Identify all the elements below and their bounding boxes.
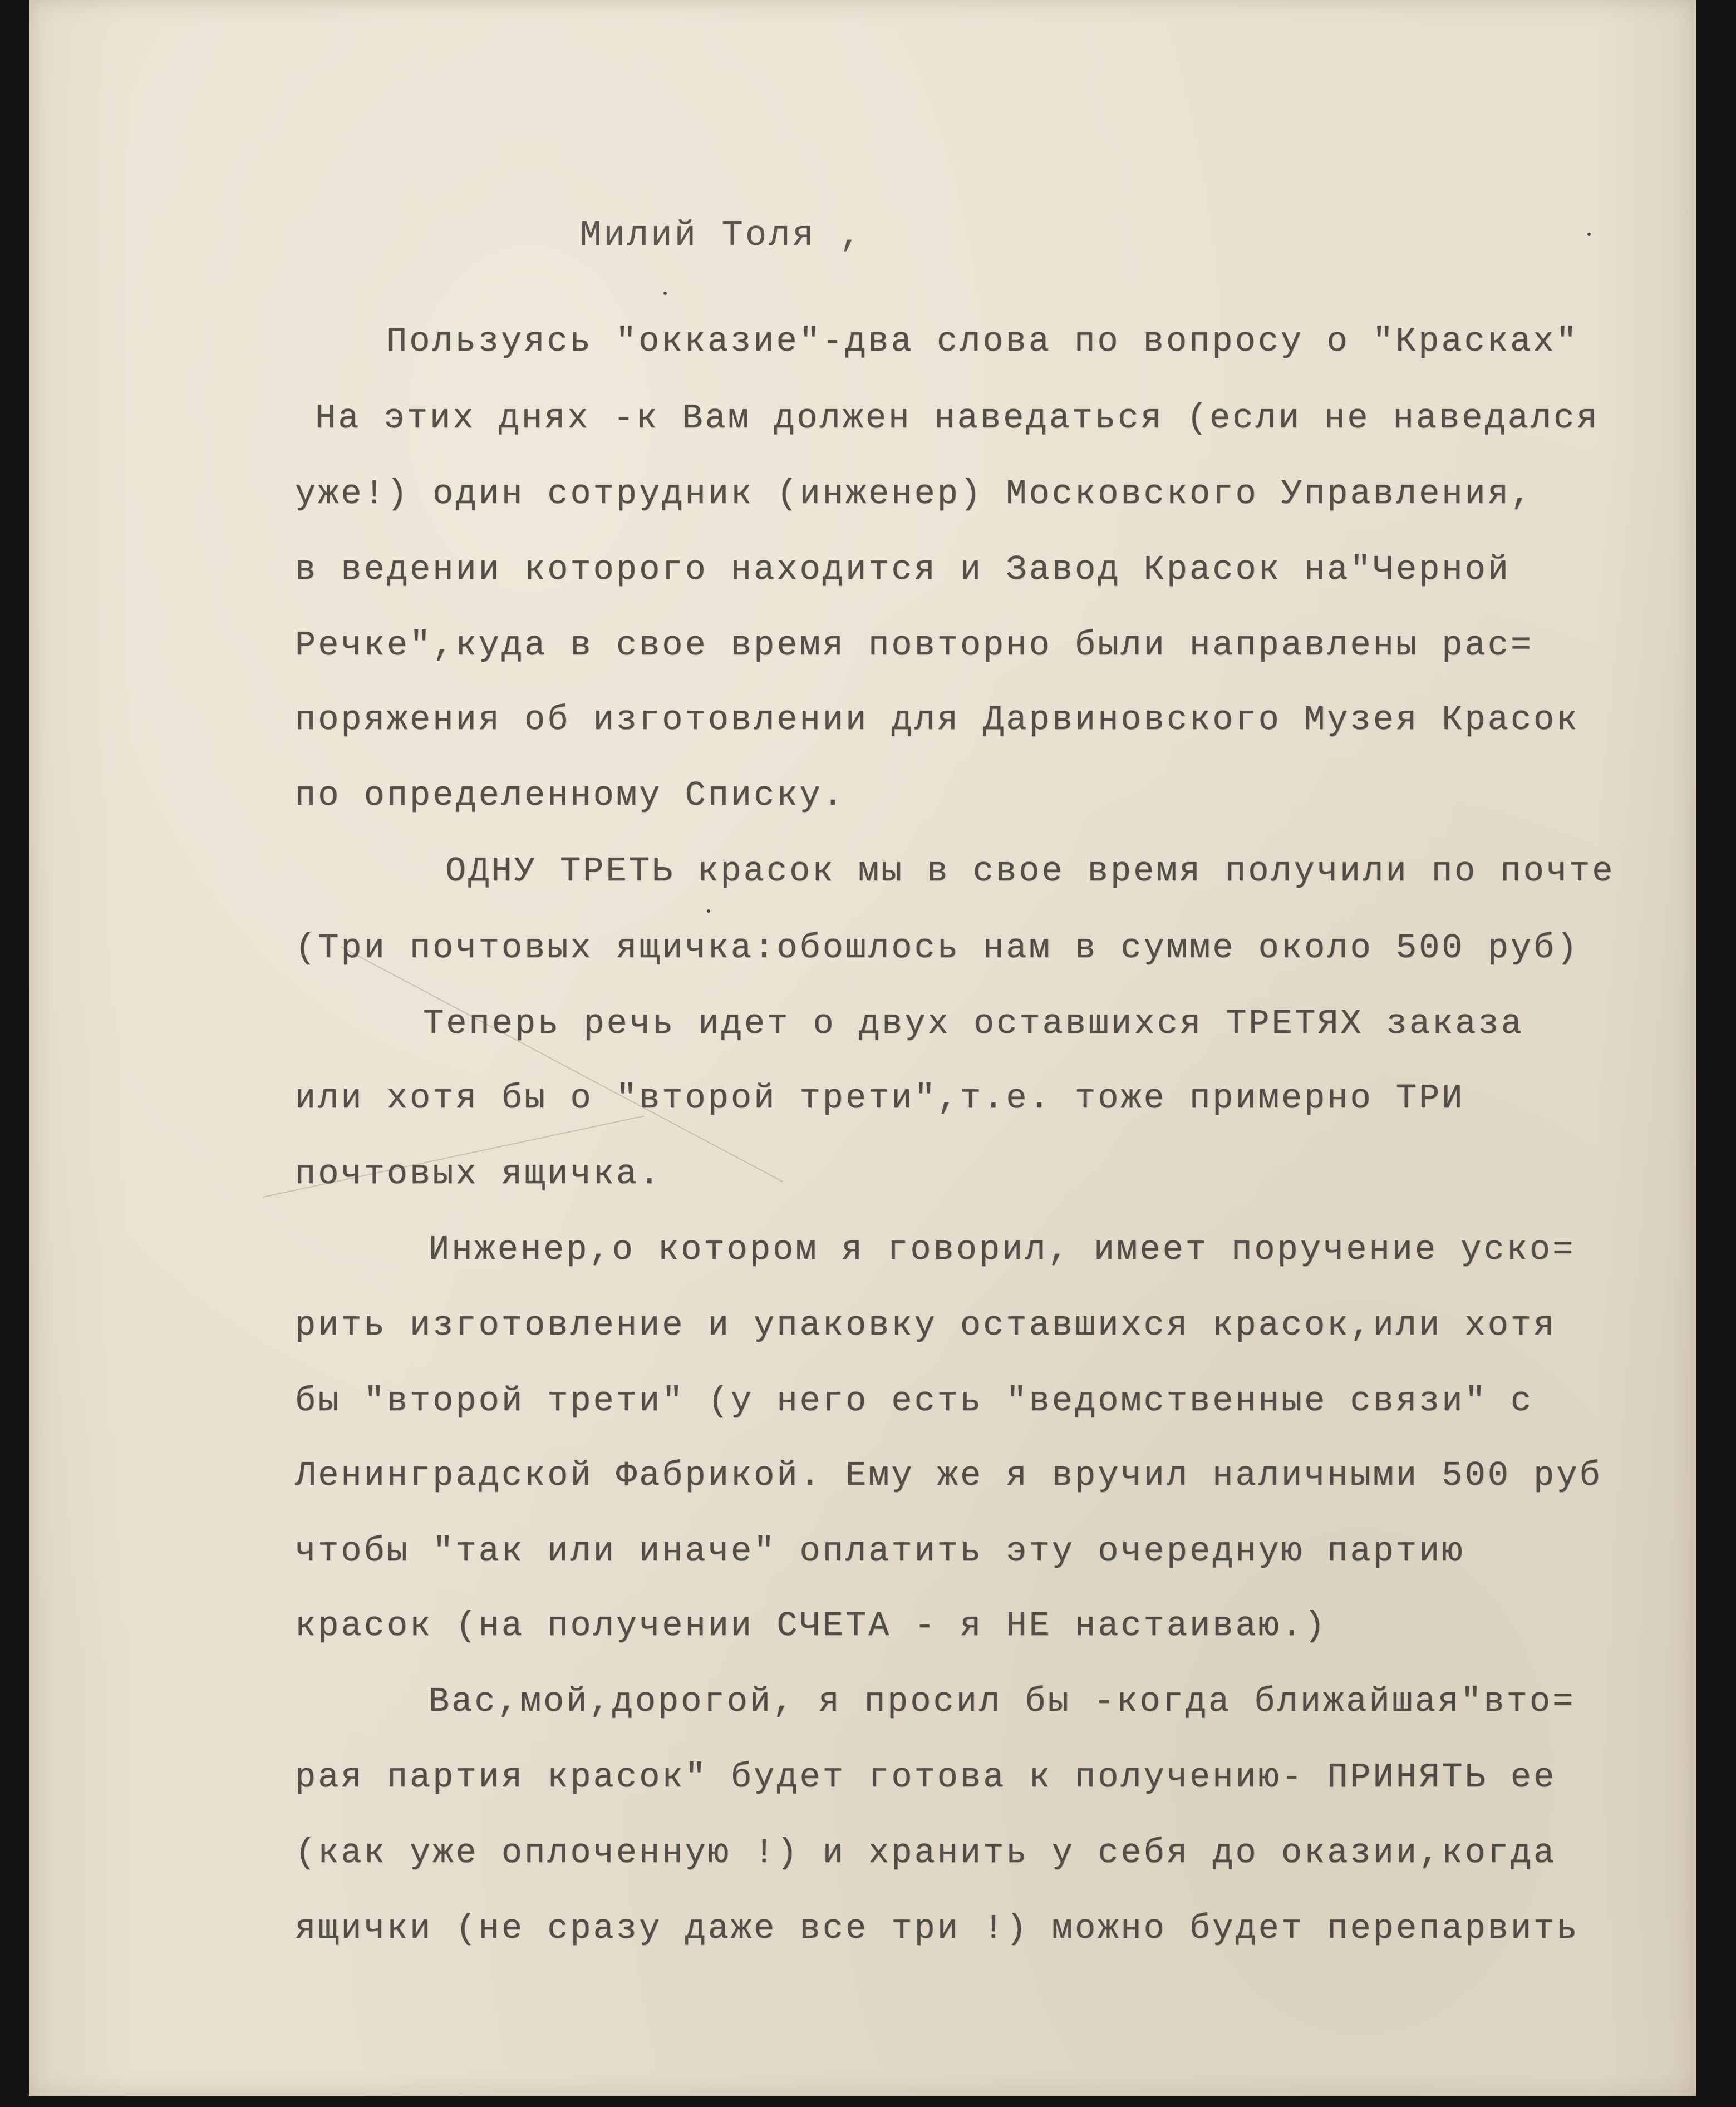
letter-line: или хотя бы о "второй трети",т.е. тоже примерно ТРИ [295, 1079, 1465, 1118]
letter-line: На этих днях -к Вам должен наведаться (если не наведался [315, 398, 1600, 438]
salutation: Милий Толя , [580, 216, 863, 256]
letter-line: Теперь речь идет о двух оставшихся ТРЕТЯХ заказа [423, 1004, 1524, 1043]
letter-line: (как уже оплоченную !) и хранить у себя до оказии,когда [295, 1833, 1557, 1873]
letter-line: почтовых ящичка. [295, 1154, 662, 1194]
letter-line: поряжения об изготовлении для Дарвиновского Музея Красок [295, 700, 1580, 740]
letter-line: рая партия красок" будет готова к получению- ПРИНЯТЬ ее [295, 1758, 1557, 1797]
letter-line: в ведении которого находится и Завод Красок на"Черной [295, 550, 1511, 589]
letter-line: уже!) один сотрудник (инженер) Московского Управления, [295, 474, 1534, 514]
letter-line: красок (на получении СЧЕТА - я НЕ настаиваю.) [295, 1606, 1327, 1646]
letter-line: Пользуясь "окказие"-два слова по вопросу о "Красках" [386, 322, 1579, 361]
letter-line: по определенному Списку. [295, 776, 845, 815]
letter-line: Ленинградской Фабрикой. Ему же я вручил наличными 500 руб [295, 1456, 1602, 1495]
letter-line: ящички (не сразу даже все три !) можно будет перепарвить [295, 1909, 1580, 1948]
letter-line: (Три почтовых ящичка:обошлось нам в сумме около 500 руб) [295, 928, 1580, 968]
letter-line: рить изготовление и упаковку оставшихся красок,или хотя [295, 1306, 1557, 1345]
letter-line: Речке",куда в свое время повторно были направлены рас= [295, 626, 1534, 665]
letter-line: чтобы "так или иначе" оплатить эту очередную партию [295, 1532, 1465, 1571]
letter-line: ОДНУ ТРЕТЬ красок мы в свое время получили по почте [445, 851, 1615, 891]
letter-line: Инженер,о котором я говорил, имеет поручение уско= [429, 1230, 1576, 1269]
letter-line: Вас,мой,дорогой, я просил бы -когда ближайшая"вто= [429, 1682, 1576, 1721]
letter-line: бы "второй трети" (у него есть "ведомственные связи" с [295, 1381, 1534, 1421]
